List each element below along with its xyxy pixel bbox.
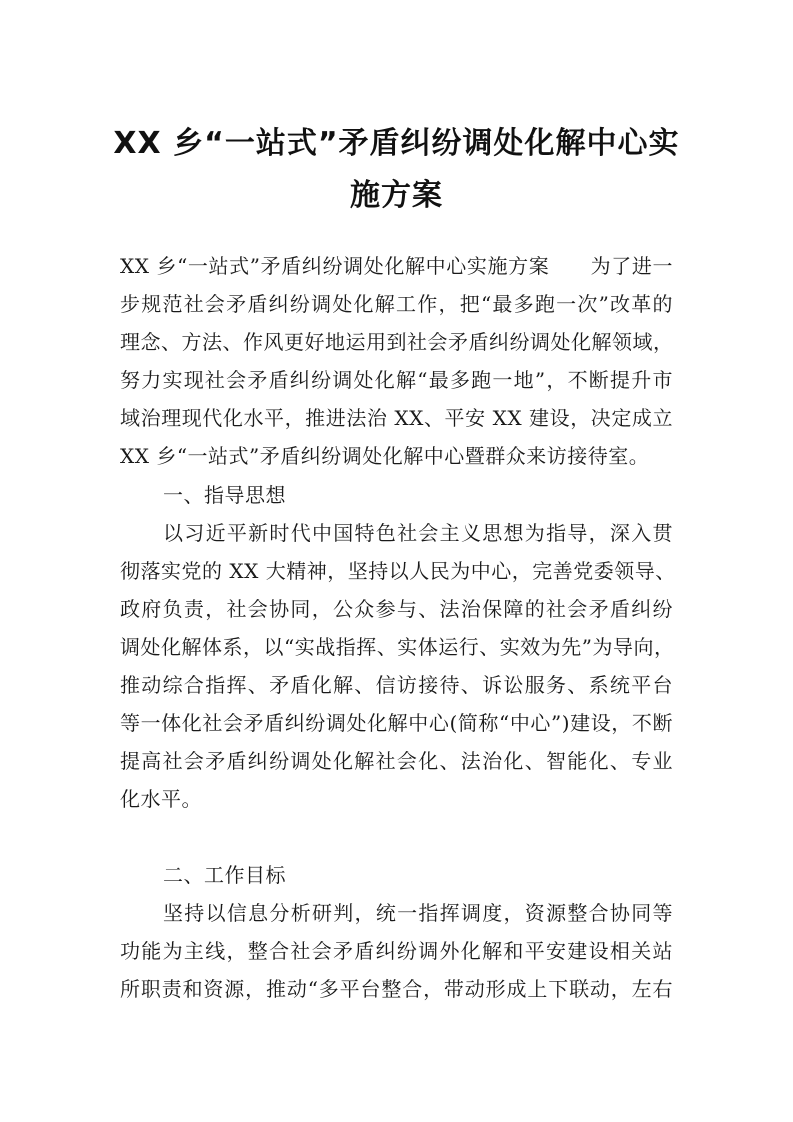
body-line: 以习近平新时代中国特色社会主义思想为指导，深入贯 [163, 521, 673, 545]
body-line: 域治理现代化水平，推进法治 XX、平安 XX 建设，决定成立 [120, 406, 673, 430]
body-line: 等一体化社会矛盾纠纷调处化解中心(简称“中心”)建设，不断 [120, 711, 673, 735]
body-line: 提高社会矛盾纠纷调处化解社会化、法治化、智能化、专业 [120, 749, 673, 773]
document-title-line-2: 施方案 [350, 178, 443, 213]
body-line: 化水平。 [120, 787, 202, 811]
body-line: XX 乡“一站式”矛盾纠纷调处化解中心暨群众来访接待室。 [120, 444, 650, 468]
section-heading: 一、指导思想 [163, 483, 286, 507]
body-line: 彻落实党的 XX 大精神，坚持以人民为中心，完善党委领导、 [120, 559, 676, 583]
body-line: 所职责和资源，推动“多平台整合，带动形成上下联动，左右 [120, 977, 673, 1001]
body-line: 调处化解体系，以“实战指挥、实体运行、实效为先”为导向， [120, 635, 675, 659]
body-line: 功能为主线，整合社会矛盾纠纷调外化解和平安建设相关站 [120, 939, 673, 963]
document-title-line-1: XX 乡“一站式”矛盾纠纷调处化解中心实 [113, 126, 680, 161]
body-line: 努力实现社会矛盾纠纷调处化解“最多跑一地”，不断提升市 [120, 368, 673, 392]
body-line: 推动综合指挥、矛盾化解、信访接待、诉讼服务、系统平台 [120, 673, 673, 697]
section-heading: 二、工作目标 [163, 863, 286, 887]
body-line: 政府负责，社会协同，公众参与、法治保障的社会矛盾纠纷 [120, 597, 673, 621]
body-line: 步规范社会矛盾纠纷调处化解工作，把“最多跑一次”改革的 [120, 292, 673, 316]
body-line: 坚持以信息分析研判，统一指挥调度，资源整合协同等 [163, 901, 673, 925]
body-line: XX 乡“一站式”矛盾纠纷调处化解中心实施方案 为了进一 [120, 254, 673, 278]
body-line: 理念、方法、作风更好地运用到社会矛盾纠纷调处化解领域， [120, 330, 674, 354]
